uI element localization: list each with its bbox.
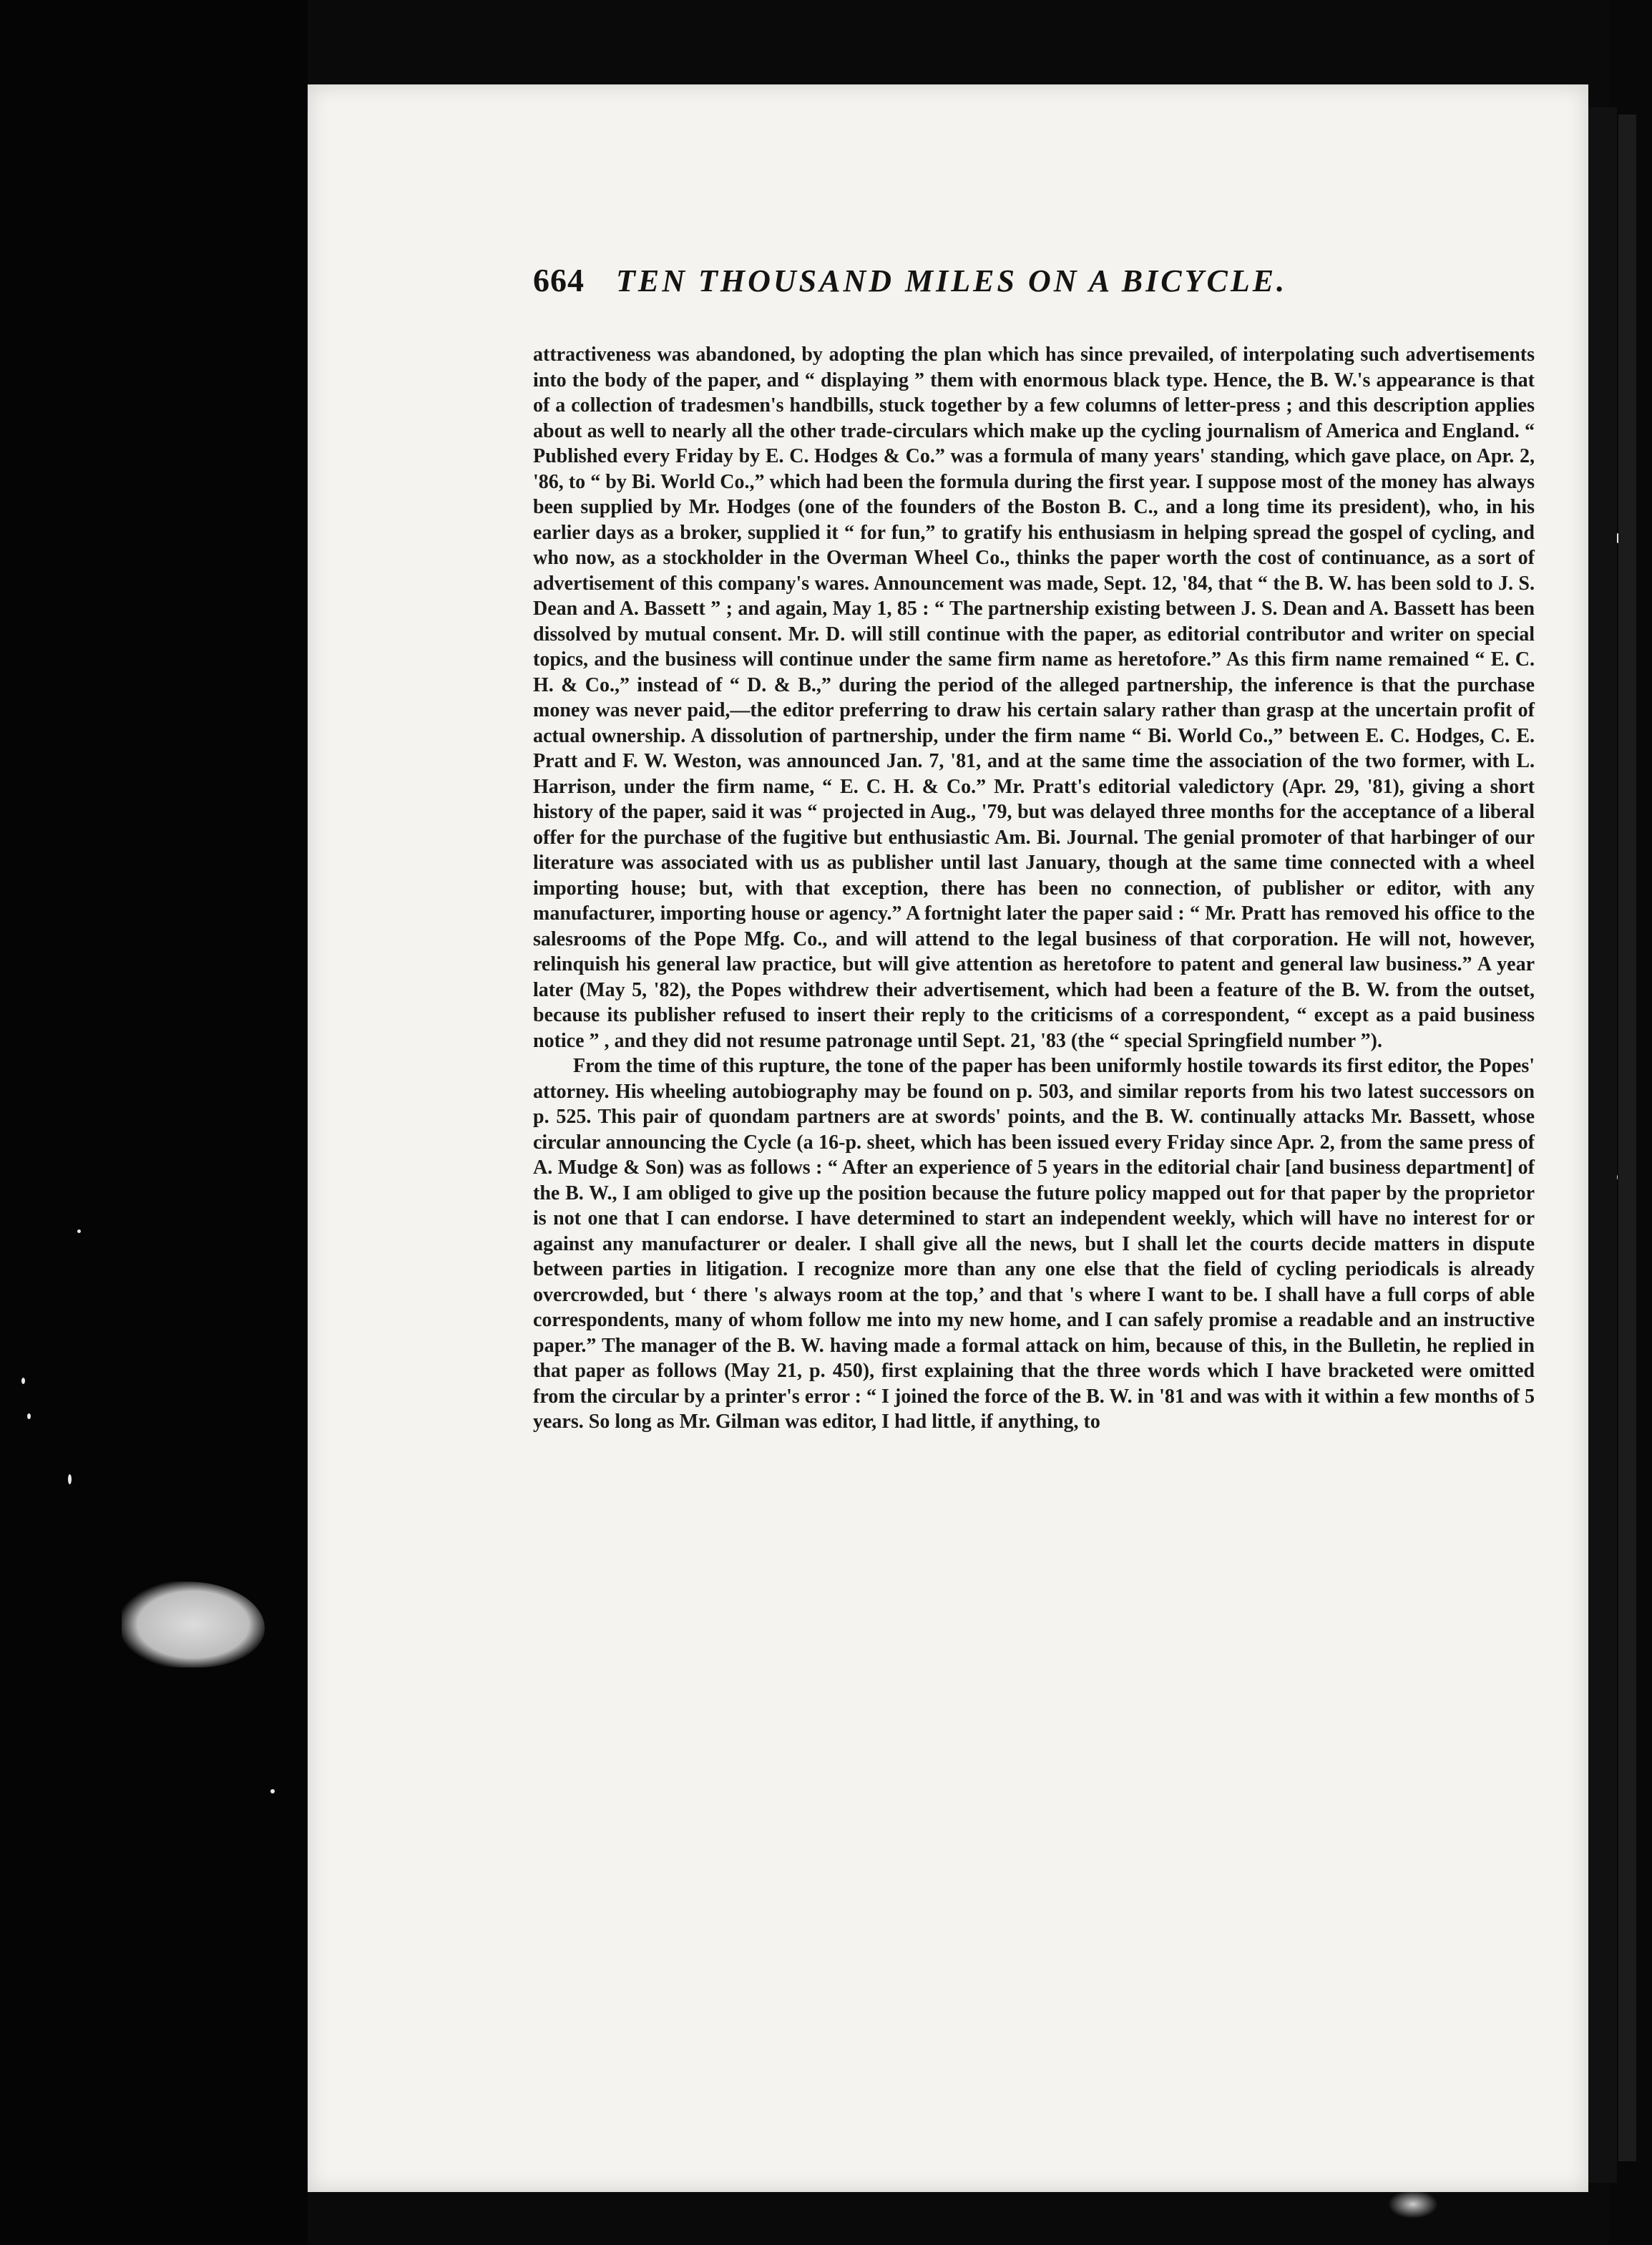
running-title: TEN THOUSAND MILES ON A BICYCLE. bbox=[616, 263, 1288, 298]
film-speck bbox=[270, 1789, 275, 1793]
page-edge-shadow bbox=[1618, 115, 1636, 2161]
page-number: 664 bbox=[533, 262, 585, 298]
film-speck bbox=[21, 1378, 25, 1384]
film-speck bbox=[27, 1413, 31, 1419]
page-edge-shadow bbox=[1588, 107, 1617, 2183]
paragraph: attractiveness was abandoned, by adopting the plan which has since prevailed, of interpolating such advertisements into the body of the paper, and “ displaying ” them with enormous black type. Hence, the B. W.'s appearance is that of a collection of tradesmen's handbills, stuck together by a few columns of letter-press ; and this description applies about as well to nearly all the other trade-circulars which make up the cycling journalism of America and England. “ Published every Friday by E. C. Hodges & Co.” was a formula of many years' standing, which gave place, on Apr. 2, '86, to “ by Bi. World Co.,” which had been the formula during the first year. I suppose most of the money has always been supplied by Mr. Hodges (one of the founders of the Boston B. C., and a long time its president), who, in his earlier days as a broker, supplied it “ for fun,” to gratify his enthusiasm in helping spread the gospel of cycling, and who now, as a stockholder in the Overman Wheel Co., thinks the paper worth the cost of continuance, as a sort of advertisement of this company's wares. Announcement was made, Sept. 12, '84, that “ the B. W. has been sold to J. S. Dean and A. Bassett ” ; and again, May 1, 85 : “ The partnership existing between J. S. Dean and A. Bassett has been dissolved by mutual consent. Mr. D. will still continue with the paper, as editorial contributor and writer on special topics, and the business will continue under the same firm name as heretofore.” As this firm name remained “ E. C. H. & Co.,” instead of “ D. & B.,” during the period of the alleged partnership, the inference is that the purchase money was never paid,—the editor preferring to draw his certain salary rather than grasp at the uncertain profit of actual ownership. A dissolution of partnership, under the firm name “ Bi. World Co.,” between E. C. Hodges, C. E. Pratt and F. W. Weston, was announced Jan. 7, '81, and at the same time the association of the two former, with L. Harrison, under the firm name, “ E. C. H. & Co.” Mr. Pratt's editorial valedictory (Apr. 29, '81), giving a short history of the paper, said it was “ projected in Aug., '79, but was delayed three months for the acceptance of a liberal offer for the purchase of the fugitive but enthusiastic Am. Bi. Journal. The genial promoter of that harbinger of our literature was associated with us as publisher until last January, though at the same time connected with a wheel importing house; but, with that exception, there has been no connection, of publisher or editor, with any manufacturer, importing house or agency.” A fortnight later the paper said : “ Mr. Pratt has removed his office to the salesrooms of the Pope Mfg. Co., and will attend to the legal business of that corporation. He will not, however, relinquish his general law practice, but will give attention as heretofore to patent and general law business.” A year later (May 5, '82), the Popes withdrew their advertisement, which had been a feature of the B. W. from the outset, because its publisher refused to insert their reply to the criticisms of a correspondent, “ except as a paid business notice ” , and they did not resume patronage until Sept. 21, '83 (the “ special Springfield number ”). bbox=[533, 344, 1535, 1052]
page-header bbox=[533, 261, 1427, 304]
film-border-left bbox=[0, 0, 308, 2245]
body-text bbox=[533, 342, 1535, 1435]
film-speck bbox=[77, 1229, 81, 1233]
film-speck bbox=[68, 1474, 72, 1484]
paragraph: From the time of this rupture, the tone of the paper has been uniformly hostile towards its first editor, the Popes' attorney. His wheeling autobiography may be found on p. 503, and similar reports from his two latest successors on p. 525. This pair of quondam partners are at swords' points, and the B. W. continually attacks Mr. Bassett, whose circular announcing the Cycle (a 16-p. sheet, which has been issued every Friday since Apr. 2, from the same press of A. Mudge & Son) was as follows : “ After an experience of 5 years in the editorial chair [and business department] of the B. W., I am obliged to give up the position because the future policy mapped out for that paper by the proprietor is not one that I can endorse. I have determined to start an independent weekly, which will have no interest for or against any manufacturer or dealer. I shall give all the news, but I shall let the courts decide matters in dispute between parties in litigation. I recognize more than any one else that the field of cycling periodicals is already overcrowded, but ‘ there 's always room at the top,’ and that 's where I want to be. I shall have a full corps of able correspondents, many of whom follow me into my new home, and I can safely promise a readable and an instructive paper.” The manager of the B. W. having made a formal attack on him, because of this, in the Bulletin, he replied in that paper as follows (May 21, p. 450), first explaining that the three words which I have bracketed were omitted from the circular by a printer's error : “ I joined the force of the B. W. in '81 and was with it within a few months of 5 years. So long as Mr. Gilman was editor, I had little, if anything, to bbox=[533, 1055, 1535, 1433]
film-smudge bbox=[1388, 2190, 1438, 2219]
